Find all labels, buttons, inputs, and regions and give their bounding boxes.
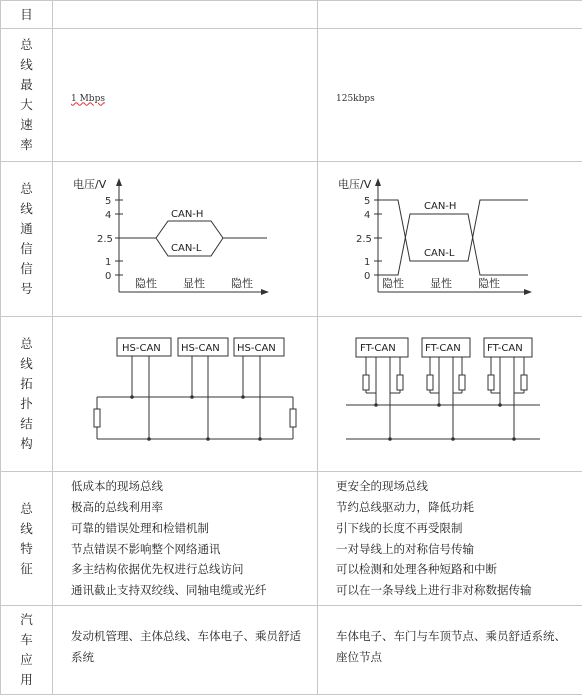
features-hs-item: 低成本的现场总线 (71, 476, 317, 497)
ft-n2-res-left (427, 375, 433, 390)
hs-tick-4: 4 (105, 210, 111, 221)
features-label: 总线特征 (20, 499, 34, 579)
hs-junction-2b (206, 437, 210, 441)
speed-ft-value: 125kbps (318, 94, 375, 104)
signal-label-cell (1, 162, 53, 317)
ft-tick-0: 0 (364, 271, 370, 282)
ft-node-label-2: FT-CAN (425, 343, 461, 354)
hs-junction-1b (147, 437, 151, 441)
features-ft-cell (318, 472, 582, 606)
ft-n1-res-right (397, 375, 403, 390)
features-hs-item: 多主结构依据优先权进行总线访问 (71, 559, 317, 580)
application-hs-cell (53, 606, 318, 695)
features-ft-item: 节约总线驱动力，降低功耗 (336, 497, 582, 518)
hs-node-label-3: HS-CAN (237, 343, 276, 354)
features-ft-item: 一对导线上的对称信号传输 (336, 539, 582, 560)
features-hs-item: 可靠的错误处理和检错机制 (71, 518, 317, 539)
features-ft-item: 更安全的现场总线 (336, 476, 582, 497)
hs-terminator-right (290, 409, 296, 427)
signal-hs-cell (53, 162, 318, 317)
speed-hs-cell (53, 29, 318, 162)
hs-state-1: 隐性 (135, 276, 157, 290)
ft-topology-diagram (318, 317, 582, 467)
hs-junction-2a (190, 395, 194, 399)
features-ft-item: 可以检测和处理各种短路和中断 (336, 559, 582, 580)
topology-label: 总线拓扑结构 (20, 334, 34, 454)
features-label-cell (1, 472, 53, 606)
hs-y-axis-label: 电压/V (73, 177, 107, 191)
hs-signal-diagram (53, 162, 318, 312)
hs-state-2: 显性 (183, 276, 205, 290)
hs-y-arrow (116, 178, 122, 186)
ft-n2-junction-h (437, 403, 441, 407)
hs-canh-line (119, 221, 267, 238)
ft-canh-line (378, 214, 528, 275)
ft-n1-res-left (363, 375, 369, 390)
header-row (1, 1, 582, 29)
hs-node-label-1: HS-CAN (122, 343, 161, 354)
speed-ft-cell (318, 29, 582, 162)
ft-n2-junction-l (451, 437, 455, 441)
speed-label: 总线最大速率 (20, 35, 34, 155)
ft-n1-junction-l (388, 437, 392, 441)
hs-terminator-left (94, 409, 100, 427)
header-cell-ft (318, 1, 582, 29)
hs-junction-3a (241, 395, 245, 399)
topology-row (1, 317, 582, 472)
application-row (1, 606, 582, 695)
hs-canh-label: CAN-H (171, 209, 203, 220)
hs-x-arrow (261, 289, 269, 295)
features-ft-item: 可以在一条导线上进行非对称数据传输 (336, 580, 582, 601)
speed-hs-value: 1 Mbps (53, 94, 105, 104)
features-hs-cell (53, 472, 318, 606)
ft-state-3: 隐性 (478, 276, 500, 290)
ft-canl-label: CAN-L (424, 248, 455, 259)
ft-tick-4: 4 (364, 210, 370, 221)
ft-n3-junction-h (498, 403, 502, 407)
ft-n2-res-right (459, 375, 465, 390)
header-label-cell (1, 1, 53, 29)
features-hs-item: 节点错误不影响整个网络通讯 (71, 539, 317, 560)
ft-tick-1: 1 (364, 257, 370, 268)
ft-n1-junction-h (374, 403, 378, 407)
ft-n3-res-left (488, 375, 494, 390)
features-hs-item: 通讯截止支持双绞线、同轴电缆或光纤 (71, 580, 317, 601)
features-ft-item: 引下线的长度不再受限制 (336, 518, 582, 539)
signal-label: 总线通信信号 (20, 179, 34, 299)
hs-tick-1: 1 (105, 257, 111, 268)
features-hs-list (53, 476, 317, 600)
header-label: 目 (20, 7, 33, 22)
speed-label-cell (1, 29, 53, 162)
topology-label-cell (1, 317, 53, 472)
signal-ft-cell (318, 162, 582, 317)
ft-y-arrow (375, 178, 381, 186)
ft-tick-25: 2.5 (356, 234, 372, 245)
hs-state-3: 隐性 (231, 276, 253, 290)
ft-signal-diagram (318, 162, 582, 312)
hs-junction-1a (130, 395, 134, 399)
ft-state-1: 隐性 (382, 276, 404, 290)
ft-node-label-1: FT-CAN (360, 343, 396, 354)
features-hs-item: 极高的总线利用率 (71, 497, 317, 518)
hs-node-label-2: HS-CAN (181, 343, 220, 354)
hs-canl-label: CAN-L (171, 243, 202, 254)
hs-tick-5: 5 (105, 196, 111, 207)
ft-node-label-3: FT-CAN (487, 343, 523, 354)
application-hs-text: 发动机管理、主体总线、车体电子、乘员舒适系统 (53, 626, 317, 668)
ft-y-axis-label: 电压/V (338, 177, 372, 191)
ft-canh-label: CAN-H (424, 201, 456, 212)
signal-row (1, 162, 582, 317)
topology-hs-cell (53, 317, 318, 472)
ft-state-2: 显性 (430, 276, 452, 290)
features-row (1, 472, 582, 606)
speed-row (1, 29, 582, 162)
hs-tick-25: 2.5 (97, 234, 113, 245)
ft-x-arrow (524, 289, 532, 295)
application-ft-text: 车体电子、车门与车顶节点、乘员舒适系统、座位节点 (318, 626, 582, 668)
hs-topology-diagram (53, 317, 318, 467)
topology-ft-cell (318, 317, 582, 472)
ft-n3-junction-l (512, 437, 516, 441)
hs-junction-3b (258, 437, 262, 441)
ft-tick-5: 5 (364, 196, 370, 207)
hs-tick-0: 0 (105, 271, 111, 282)
application-label-cell (1, 606, 53, 695)
application-ft-cell (318, 606, 582, 695)
header-cell-hs (53, 1, 318, 29)
features-ft-list (318, 476, 582, 600)
application-label: 汽车应用 (20, 610, 34, 690)
ft-n3-res-right (521, 375, 527, 390)
